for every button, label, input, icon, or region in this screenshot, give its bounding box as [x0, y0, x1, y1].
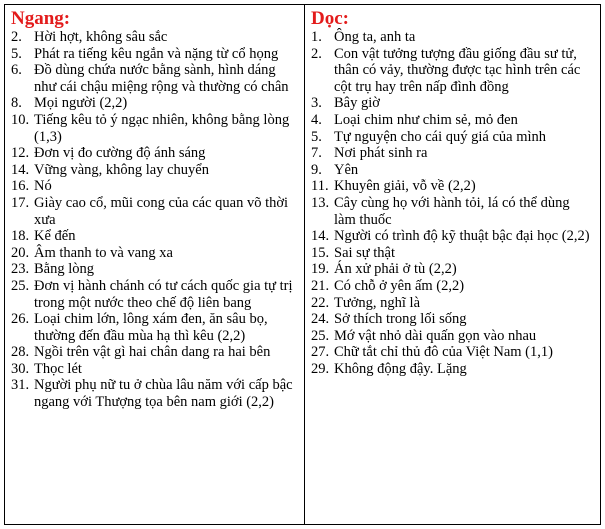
across-clue-list [11, 29, 298, 411]
clue-number: 6. [11, 62, 22, 79]
clue-text: Chữ tắt chỉ thủ đô của Việt Nam (1,1) [334, 344, 553, 361]
clue-number: 7. [311, 145, 322, 162]
clue-text: Tưởng, nghĩ là [334, 294, 421, 311]
clue-number: 5. [11, 45, 22, 62]
clue-number: 11. [311, 178, 329, 195]
clue-text: Vững vàng, không lay chuyển [34, 161, 209, 178]
across-clue [11, 361, 298, 378]
clue-number: 5. [311, 128, 322, 145]
clue-text: Người phụ nữ tu ở chùa lâu năm với cấp bậc ngang với Thượng tọa bên nam giới (2,2) [34, 377, 293, 411]
clue-text: Mớ vật nhỏ dài quấn gọn vào nhau [334, 327, 537, 344]
clue-number: 23. [11, 261, 30, 278]
down-clue [311, 295, 594, 312]
clue-text: Sở thích trong lối sống [334, 311, 467, 328]
clue-number: 9. [311, 161, 322, 178]
clue-text: Con vật tưởng tượng đầu giống đầu sư tử, thân có vảy, thường được tạc hình trên các cột trụ hay trên nấp đình đồng [334, 45, 581, 95]
clue-text: Khuyên giải, vỗ về (2,2) [334, 178, 476, 195]
clue-text: Sai sự thật [334, 244, 396, 261]
clue-number: 21. [311, 277, 330, 294]
clue-text: Kể đến [34, 228, 76, 245]
across-clue [11, 145, 298, 162]
down-clue [311, 245, 594, 262]
clue-number: 4. [311, 111, 322, 128]
clue-number: 2. [311, 45, 322, 62]
clue-text: Thọc lét [34, 360, 82, 377]
clue-text: Giày cao cổ, mũi cong của các quan võ thời xưa [34, 194, 289, 228]
clue-number: 19. [311, 261, 330, 278]
across-clue [11, 278, 298, 311]
clue-text: Phát ra tiếng kêu ngắn và nặng từ cổ họng [34, 45, 279, 62]
down-clue [311, 361, 594, 378]
clue-text: Mọi người (2,2) [34, 95, 128, 112]
across-column [5, 5, 305, 524]
clue-text: Người có trình độ kỹ thuật bậc đại học (2,2) [334, 228, 590, 245]
down-clue [311, 95, 594, 112]
down-heading: Dọc: [311, 8, 349, 29]
down-clue [311, 178, 594, 195]
crossword-clues-table [4, 4, 601, 525]
clue-text: Không động đậy. Lặng [334, 360, 467, 377]
clue-text: Đơn vị đo cường độ ánh sáng [34, 145, 206, 162]
down-clue [311, 145, 594, 162]
across-clue [11, 311, 298, 344]
clue-number: 15. [311, 244, 330, 261]
clue-number: 13. [311, 194, 330, 211]
down-clue [311, 29, 594, 46]
clue-number: 2. [11, 29, 22, 45]
clue-number: 28. [11, 344, 30, 361]
down-clue [311, 228, 594, 245]
clue-number: 27. [311, 344, 330, 361]
clue-text: Nơi phát sinh ra [334, 145, 428, 162]
clue-number: 25. [311, 327, 330, 344]
across-clue [11, 95, 298, 112]
clue-text: Âm thanh to và vang xa [34, 244, 173, 261]
across-clue [11, 261, 298, 278]
across-clue [11, 29, 298, 46]
clue-text: Ngồi trên vật gì hai chân dang ra hai bên [34, 344, 271, 361]
down-clue [311, 129, 594, 146]
clue-text: Cây cùng họ với hành tỏi, lá có thể dùng làm thuốc [334, 194, 570, 228]
clue-number: 26. [11, 311, 30, 328]
clue-text: Tự nguyện cho cái quý giá của mình [334, 128, 547, 145]
across-clue [11, 344, 298, 361]
clue-text: Tiếng kêu tỏ ý ngạc nhiên, không bằng lòng (1,3) [34, 111, 290, 145]
clue-text: Đồ dùng chứa nước bằng sành, hình dáng như cái chậu miệng rộng và thường có chân [34, 62, 289, 95]
down-clue [311, 328, 594, 345]
clue-text: Loại chim như chim sẻ, mỏ đen [334, 111, 518, 128]
down-clue [311, 278, 594, 295]
clue-text: Yên [334, 161, 359, 178]
clue-number: 24. [311, 311, 330, 328]
clue-number: 29. [311, 360, 330, 377]
across-clue [11, 178, 298, 195]
clue-text: Hời hợt, không sâu sắc [34, 29, 168, 45]
down-clue [311, 344, 594, 361]
clue-number: 12. [11, 145, 30, 162]
across-clue [11, 46, 298, 63]
clue-number: 14. [11, 161, 30, 178]
clue-number: 8. [11, 95, 22, 112]
down-clue [311, 311, 594, 328]
down-column [305, 5, 600, 524]
across-clue [11, 245, 298, 262]
clue-number: 31. [11, 377, 30, 394]
clue-number: 18. [11, 228, 30, 245]
clue-text: Bây giờ [334, 95, 380, 112]
clue-text: Có chỗ ở yên ấm (2,2) [334, 277, 465, 294]
across-clue [11, 195, 298, 228]
across-clue [11, 62, 298, 95]
down-clue [311, 195, 594, 228]
across-clue [11, 112, 298, 145]
down-clue [311, 261, 594, 278]
clue-number: 25. [11, 277, 30, 294]
clue-text: Nó [34, 178, 52, 195]
down-clue [311, 46, 594, 96]
clue-text: Đơn vị hành chánh có tư cách quốc gia tự trị trong một nước theo chế độ liên bang [34, 277, 293, 311]
clue-number: 30. [11, 360, 30, 377]
across-clue [11, 377, 298, 410]
across-heading: Ngang: [11, 8, 71, 29]
across-clue [11, 228, 298, 245]
clue-text: Bằng lòng [34, 261, 95, 278]
down-clue [311, 112, 594, 129]
clue-text: Loại chim lớn, lông xám đen, ăn sâu bọ, thường đến đầu mùa hạ thì kêu (2,2) [34, 311, 268, 344]
clue-number: 17. [11, 194, 30, 211]
down-clue-list [311, 29, 594, 377]
across-clue [11, 162, 298, 179]
clue-number: 22. [311, 294, 330, 311]
down-clue [311, 162, 594, 179]
clue-number: 14. [311, 228, 330, 245]
clue-number: 16. [11, 178, 30, 195]
clue-number: 1. [311, 29, 322, 45]
clue-number: 10. [11, 111, 30, 128]
clue-number: 3. [311, 95, 322, 112]
clue-text: Ông ta, anh ta [334, 29, 416, 45]
clue-text: Án xử phải ở tù (2,2) [334, 261, 457, 278]
clue-number: 20. [11, 244, 30, 261]
